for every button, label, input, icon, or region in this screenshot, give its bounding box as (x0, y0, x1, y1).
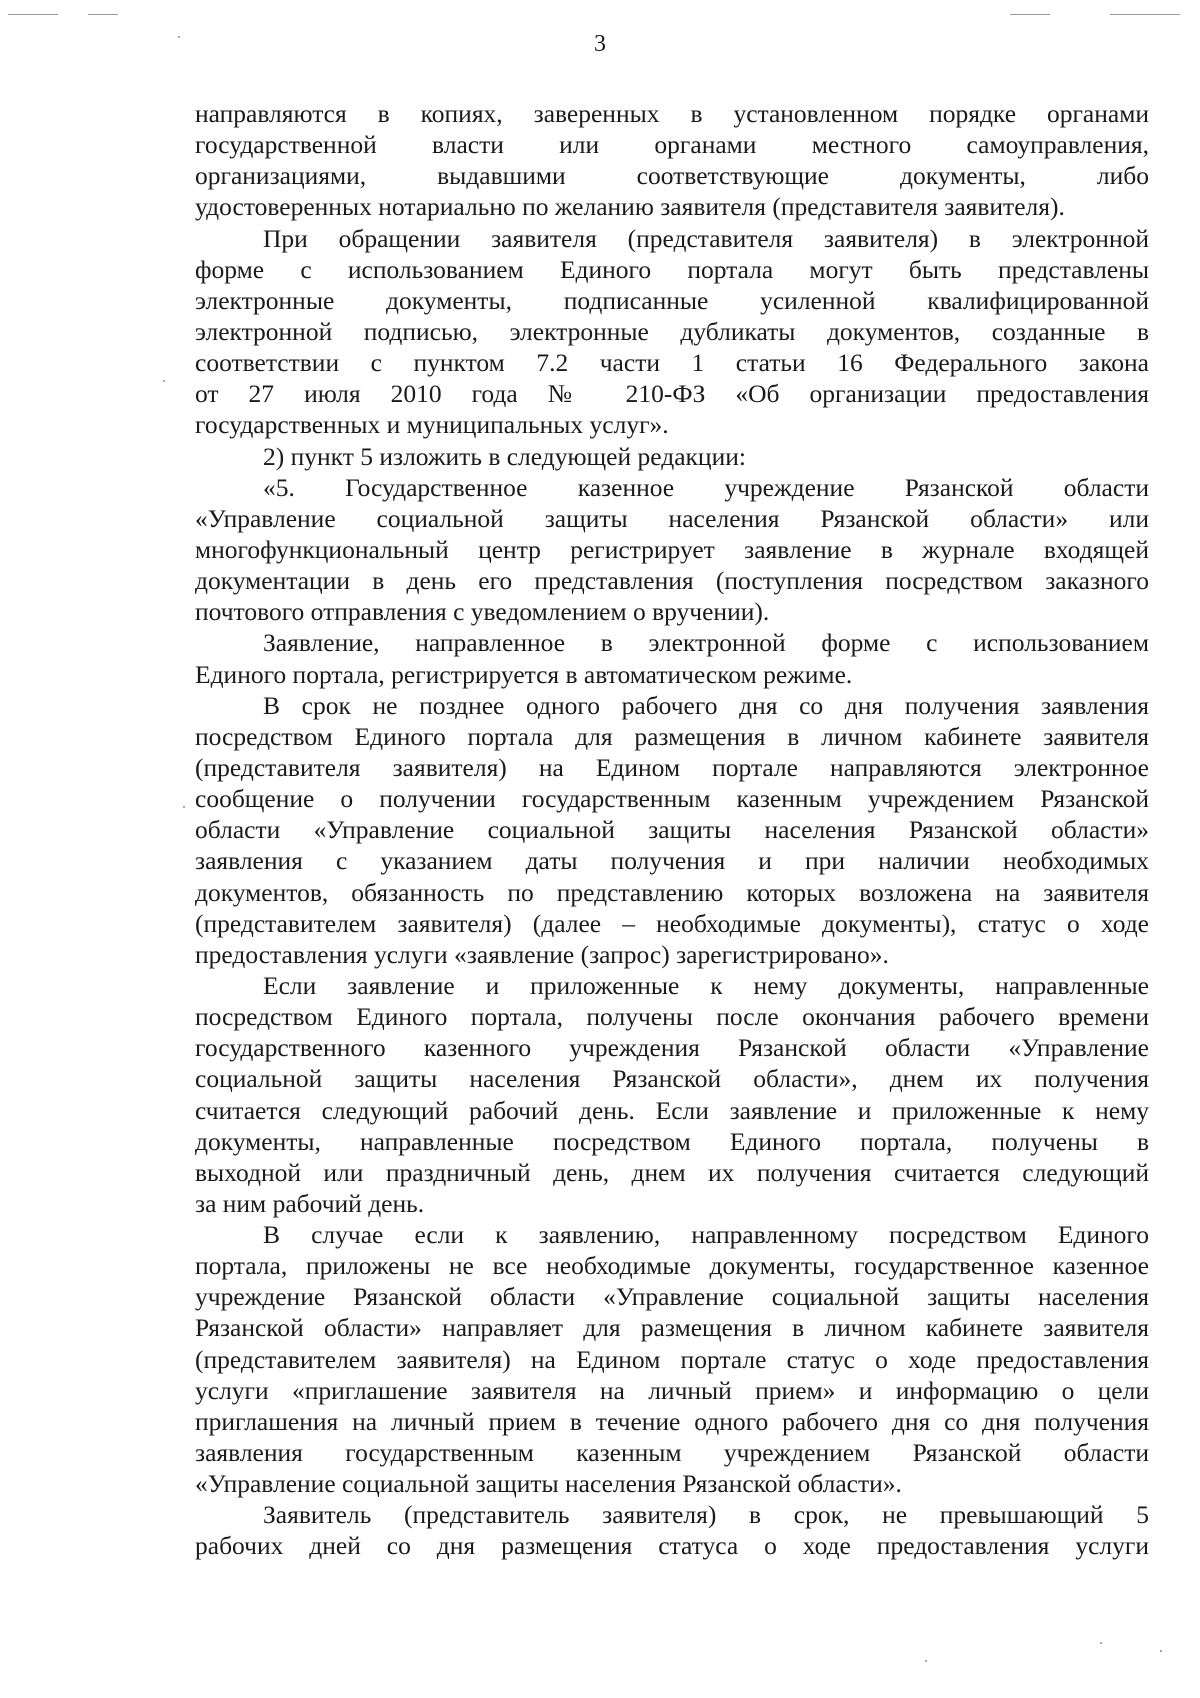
text-line: организациями, выдавшими соответствующие документы, либо (195, 161, 1149, 191)
text-line: за ним рабочий день. (195, 1188, 425, 1218)
scan-artifact (1160, 1650, 1162, 1652)
text-line: документов, обязанность по представлению которых возложена на заявителя (195, 877, 1149, 907)
text-line: В случае если к заявлению, направленному посредством Единого (263, 1220, 1149, 1250)
paragraph (195, 472, 1149, 628)
text-line: 2) пункт 5 изложить в следующей редакции: (263, 441, 746, 471)
text-line: рабочих дней со дня размещения статуса о ходе предоставления услуги (195, 1531, 1149, 1561)
text-line: электронной подписью, электронные дубликаты документов, созданные в (195, 316, 1149, 346)
text-line: приглашения на личный прием в течение одного рабочего дня со дня получения (195, 1406, 1149, 1436)
text-line: сообщение о получении государственным казенным учреждением Рязанской (195, 784, 1149, 814)
paragraph (195, 627, 1149, 689)
text-line: документации в день его представления (поступления посредством заказного (195, 566, 1149, 596)
text-line: портала, приложены не все необходимые документы, государственное казенное (195, 1251, 1149, 1281)
text-line: При обращении заявителя (представителя заявителя) в электронной (263, 223, 1149, 253)
text-line: удостоверенных нотариально по желанию заявителя (представителя заявителя). (195, 192, 1065, 222)
text-line: предоставления услуги «заявление (запрос) зарегистрировано». (195, 939, 889, 969)
text-line: государственного казенного учреждения Рязанской области «Управление (195, 1033, 1149, 1063)
text-line: считается следующий рабочий день. Если заявление и приложенные к нему (195, 1095, 1149, 1125)
scan-artifact (183, 806, 185, 808)
text-line: Заявление, направленное в электронной форме с использованием (263, 628, 1149, 658)
text-line: области «Управление социальной защиты населения Рязанской области» (195, 815, 1149, 845)
text-line: «Управление социальной защиты населения Рязанской области». (195, 1469, 902, 1499)
text-line: от 27 июля 2010 года № 210-ФЗ «Об организации предоставления (195, 379, 1149, 409)
text-line: направляются в копиях, заверенных в установленном порядке органами (195, 99, 1149, 128)
text-line: социальной защиты населения Рязанской области», днем их получения (195, 1064, 1149, 1094)
paragraph (195, 223, 1149, 441)
paragraph (195, 1499, 1149, 1561)
text-line: многофункциональный центр регистрирует заявление в журнале входящей (195, 534, 1149, 564)
text-line: форме с использованием Единого портала могут быть представлены (195, 254, 1149, 284)
text-line: соответствии с пунктом 7.2 части 1 статьи 16 Федерального закона (195, 348, 1149, 378)
paragraph (195, 441, 1149, 472)
text-line: почтового отправления с уведомлением о вручении). (195, 597, 770, 627)
text-line: учреждение Рязанской области «Управление социальной защиты населения (195, 1282, 1149, 1312)
text-line: посредством Единого портала для размещения в личном кабинете заявителя (195, 721, 1149, 751)
text-line: Заявитель (представитель заявителя) в срок, не превышающий 5 (263, 1500, 1149, 1530)
text-line: государственной власти или органами местного самоуправления, (195, 130, 1149, 160)
text-line: В срок не позднее одного рабочего дня со дня получения заявления (263, 690, 1149, 720)
text-line: Если заявление и приложенные к нему документы, направленные (263, 970, 1149, 1000)
text-line: услуги «приглашение заявителя на личный прием» и информацию о цели (195, 1375, 1149, 1405)
text-line: «Управление социальной защиты населения Рязанской области» или (195, 503, 1149, 533)
text-line: посредством Единого портала, получены после окончания рабочего времени (195, 1002, 1149, 1032)
scan-artifact (925, 1660, 927, 1662)
text-line: «5. Государственное казенное учреждение Рязанской области (263, 472, 1149, 502)
scan-artifact (1010, 14, 1050, 15)
paragraph (195, 690, 1149, 970)
text-line: Рязанской области» направляет для размещения в личном кабинете заявителя (195, 1313, 1149, 1343)
scan-artifact (8, 14, 58, 15)
text-line: государственных и муниципальных услуг». (195, 410, 669, 440)
text-line: (представителем заявителя) на Едином портале статус о ходе предоставления (195, 1344, 1149, 1374)
text-line: заявления с указанием даты получения и при наличии необходимых (195, 846, 1149, 876)
text-line: (представителем заявителя) (далее – необходимые документы), статус о ходе (195, 908, 1149, 938)
scan-artifact (1100, 1642, 1102, 1644)
text-line: документы, направленные посредством Единого портала, получены в (195, 1126, 1149, 1156)
text-line: электронные документы, подписанные усиленной квалифицированной (195, 285, 1149, 315)
text-line: заявления государственным казенным учреждением Рязанской области (195, 1438, 1149, 1468)
paragraph (195, 98, 1149, 223)
document-body (195, 98, 1149, 1562)
scan-artifact (163, 380, 165, 382)
text-line: выходной или праздничный день, днем их получения считается следующий (195, 1157, 1149, 1187)
scan-artifact (1110, 14, 1180, 15)
paragraph (195, 970, 1149, 1219)
page-number: 3 (594, 31, 606, 57)
text-line: Единого портала, регистрируется в автоматическом режиме. (195, 659, 853, 689)
paragraph (195, 1219, 1149, 1499)
scan-artifact (88, 14, 118, 15)
text-line: (представителя заявителя) на Едином портале направляются электронное (195, 752, 1149, 782)
